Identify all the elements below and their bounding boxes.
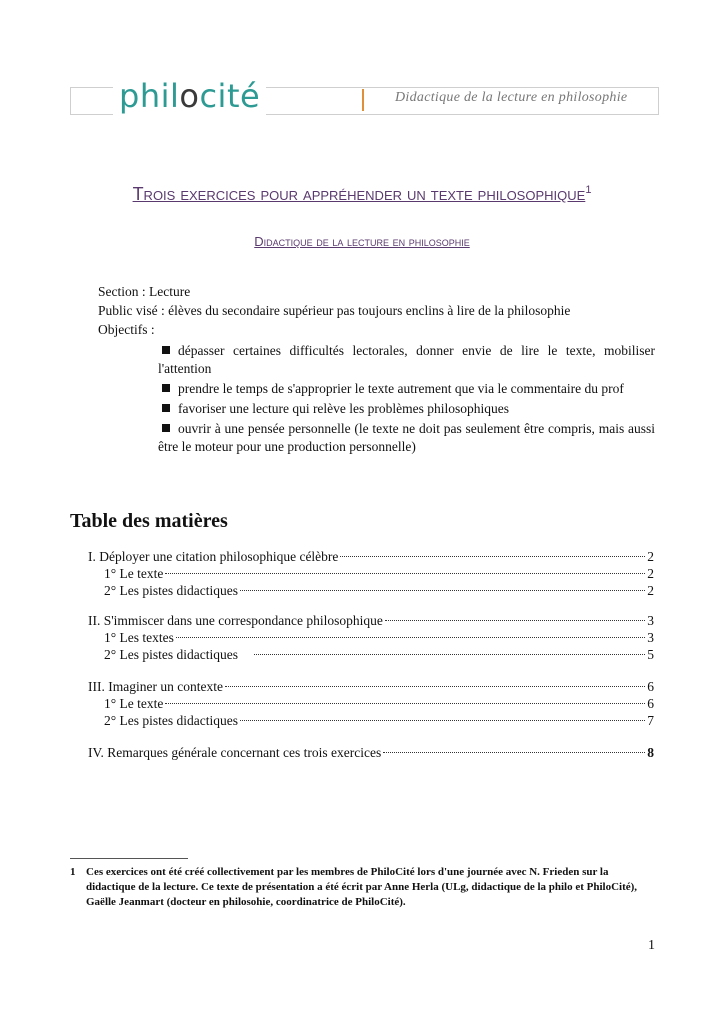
list-item: dépasser certaines difficultés lectorales, donner envie de lire le texte, mobiliser l'attention <box>158 343 655 376</box>
footnote-text: Ces exercices ont été créé collectivement par les membres de PhiloCité lors d'une journée avec N. Frieden sur la didactique de la lecture. Ce texte de présentation a été écrit par Anne Herla (ULg, didactique de la philo et PhiloCité), Gaëlle Jeanmart (docteur en philosohie, coordinatrice de PhiloCité). <box>86 866 638 908</box>
toc-entry[interactable]: II. S'immiscer dans une correspondance philosophique 3 <box>88 613 654 628</box>
document-subtitle: Didactique de la lecture en philosophie <box>254 234 470 249</box>
document-title-text: Trois exercices pour appréhender un texte philosophique <box>132 184 586 204</box>
square-bullet-icon <box>162 404 170 412</box>
meta-block <box>98 282 570 339</box>
toc-entry[interactable]: 2° Les pistes didactiques 5 <box>104 647 654 662</box>
meta-objectifs-label: Objectifs : <box>98 322 155 337</box>
page-number: 1 <box>648 938 655 953</box>
meta-public: Public visé : élèves du secondaire supérieur pas toujours enclins à lire de la philosophie <box>98 303 571 318</box>
square-bullet-icon <box>162 424 170 432</box>
header-divider <box>362 89 364 111</box>
toc-entry[interactable]: 2° Les pistes didactiques 2 <box>104 583 654 598</box>
document-title <box>0 184 724 205</box>
footnote-separator <box>70 858 188 859</box>
toc-entry[interactable]: 1° Les textes 3 <box>104 630 654 645</box>
meta-section: Section : Lecture <box>98 284 191 299</box>
toc-entry[interactable]: IV. Remarques générale concernant ces trois exercices 8 <box>88 745 654 760</box>
toc-entry[interactable]: 1° Le texte 2 <box>104 566 654 581</box>
footnote-number: 1 <box>70 866 76 878</box>
header-subtitle: Didactique de la lecture en philosophie <box>395 90 628 105</box>
footnote-ref[interactable]: 1 <box>585 184 592 196</box>
toc-entry[interactable]: I. Déployer une citation philosophique célèbre 2 <box>88 549 654 564</box>
list-item: prendre le temps de s'approprier le texte autrement que via le commentaire du prof <box>158 380 655 398</box>
list-item: favoriser une lecture qui relève les problèmes philosophiques <box>158 400 655 418</box>
list-item: ouvrir à une pensée personnelle (le texte ne doit pas seulement être compris, mais aussi être le moteur pour une production personnelle) <box>158 421 655 454</box>
toc-heading: Table des matières <box>70 510 228 532</box>
square-bullet-icon <box>162 346 170 354</box>
square-bullet-icon <box>162 384 170 392</box>
objectives-list <box>158 342 655 458</box>
toc-entry[interactable]: 2° Les pistes didactiques 7 <box>104 713 654 728</box>
toc-entry[interactable]: 1° Le texte 6 <box>104 696 654 711</box>
footnote <box>70 865 660 910</box>
philocite-logo: philocité <box>113 78 266 118</box>
toc-entry[interactable]: III. Imaginer un contexte 6 <box>88 679 654 694</box>
